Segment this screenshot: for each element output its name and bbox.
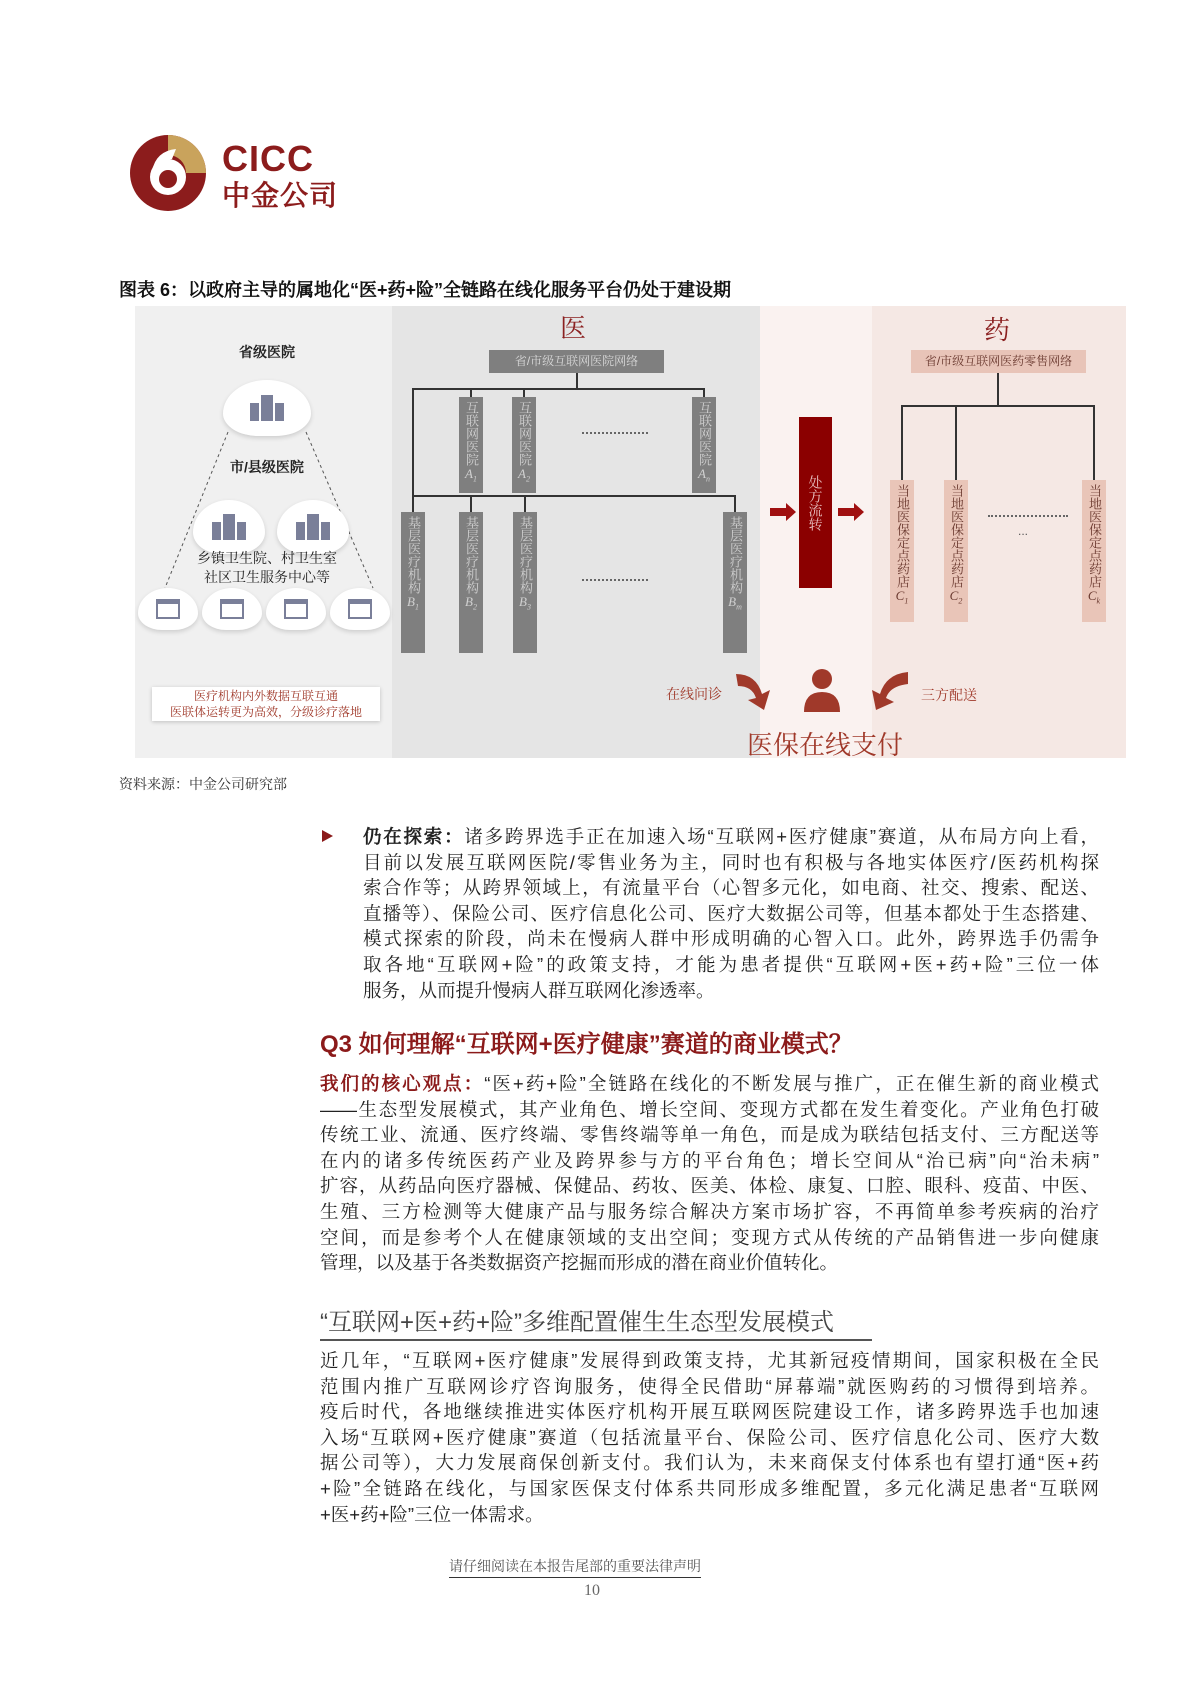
logo-brand: CICC — [222, 138, 314, 179]
line-text: 空间，而是参考个人在健康领域的支出空间；变现方式从传统的产品销售进一步向健康 — [320, 1226, 1099, 1248]
column-index — [465, 594, 477, 616]
line-text: 据公司等），大力发展商保创新支付。我们认为，未来商保支付体系也有望打通“医+药 — [320, 1452, 1099, 1474]
cicc-logo-icon — [128, 133, 208, 213]
index-sub: k — [1096, 596, 1101, 606]
text-line — [320, 1250, 1099, 1276]
index-letter: B — [519, 594, 527, 609]
curved-arrow-icon — [866, 668, 910, 712]
index-sub: 1 — [472, 474, 477, 484]
township-label-2: 社区卫生服务中心等 — [204, 569, 330, 585]
cloud-clinic-2 — [202, 588, 262, 630]
column-index — [896, 588, 909, 610]
person-icon — [804, 668, 840, 712]
yi-header: 医 — [559, 313, 586, 343]
column-label: 互联网医院 — [517, 401, 532, 466]
lead-text: 仍在探索： — [363, 826, 465, 847]
text-line — [363, 850, 1099, 876]
line-text: 直播等）、保险公司、医疗信息化公司、医疗大数据公司等，但基本都处于生态搭建、 — [363, 902, 1099, 924]
line-text: 范围内推广互联网诊疗咨询服务，使得全民借助“屏幕端”就医购药的习惯得到培养。 — [320, 1375, 1099, 1397]
text-line — [320, 1148, 1099, 1174]
line-text: 扩容，从药品向医疗器械、保健品、药妆、医美、体检、康复、口腔、眼科、疫苗、中医、 — [320, 1175, 1099, 1197]
bullet-paragraph — [363, 824, 1099, 1003]
index-letter: C — [895, 588, 905, 603]
index-sub: 1 — [904, 596, 909, 606]
note-line-2: 医联体运转更为高效，分级诊疗落地 — [169, 705, 362, 719]
pharmacy-column — [944, 480, 968, 622]
ellipsis-dots — [582, 432, 648, 434]
line-text: 目前以发展互联网医院/零售业务为主，同时也有积极与各地实体医疗/医药机构探 — [363, 851, 1099, 873]
q3-heading: Q3 如何理解“互联网+医疗健康”赛道的商业模式？ — [320, 1031, 853, 1058]
pharmacy-column — [890, 480, 914, 622]
index-letter: A — [465, 466, 473, 481]
text-line — [320, 1348, 1099, 1374]
line-text: 传统工业、流通、医疗终端、零售终端等单一角色，而是成为联结包括支付、三方配送等 — [320, 1124, 1099, 1146]
text-line — [320, 1374, 1099, 1400]
line-text: 近几年，“互联网+医疗健康”发展得到政策支持，尤其新冠疫情期间，国家积极在全民 — [320, 1350, 1099, 1371]
line-text: +医+药+险”三位一体需求。 — [320, 1503, 544, 1525]
ellipsis-dots — [988, 515, 1068, 517]
pharmacy-network-box: 省/市级互联网医药零售网络 — [911, 350, 1086, 373]
primary-institution-column — [513, 512, 537, 653]
text-line — [320, 1399, 1099, 1425]
internet-hospital-column — [692, 397, 716, 493]
line-text: 模式探索的阶段，尚未在慢病人群中形成明确的心智入口。此外，跨界选手仍需争 — [363, 928, 1099, 950]
primary-institution-column — [723, 512, 747, 653]
column-index — [1088, 588, 1100, 610]
main-paragraph — [320, 1348, 1099, 1527]
bullet-arrow-icon — [322, 830, 333, 842]
column-index — [465, 466, 477, 488]
note-line-1: 医疗机构内外数据互联互通 — [193, 689, 338, 703]
clinic-icon — [284, 599, 308, 619]
text-line — [363, 978, 1099, 1004]
yao-header: 药 — [983, 315, 1010, 345]
column-label: 当地医保定点药店 — [895, 484, 910, 588]
clinic-icon — [348, 599, 372, 619]
online-consult-label: 在线问诊 — [666, 686, 722, 702]
column-index — [519, 594, 531, 616]
line-text: 在内的诸多传统医药产业及跨界参与方的平台角色；增长空间从“治已病”向“治未病” — [320, 1149, 1099, 1171]
internet-hospital-column — [459, 397, 483, 493]
column-index — [728, 594, 742, 616]
column-index — [698, 466, 710, 488]
line-text: 诸多跨界选手正在加速入场“互联网+医疗健康”赛道，从布局方向上看， — [464, 826, 1099, 847]
city-hospital-label: 市/县级医院 — [230, 459, 304, 475]
line-text: 索合作等；从跨界领域上，有流量平台（心智多元化，如电商、社交、搜索、配送、 — [363, 877, 1099, 899]
text-line — [320, 1425, 1099, 1451]
line-text: 取各地“互联网+险”的政策支持，才能为患者提供“互联网+医+药+险”三位一体 — [363, 953, 1099, 975]
line-text: “医+药+险”全链路在线化的不断发展与推广，正在催生新的商业模式 — [484, 1073, 1099, 1094]
column-label: 当地医保定点药店 — [949, 484, 964, 588]
text-line — [363, 901, 1099, 927]
hospital-icon — [296, 514, 330, 540]
text-line — [320, 1450, 1099, 1476]
text-line — [363, 952, 1099, 978]
internet-hospital-column — [512, 397, 536, 493]
logo-brand-cn: 中金公司 — [222, 180, 339, 211]
index-sub: n — [705, 474, 710, 484]
index-sub: 2 — [958, 596, 963, 606]
source-note: 资料来源：中金公司研究部 — [119, 776, 287, 792]
column-index — [518, 466, 530, 488]
index-letter: B — [465, 594, 473, 609]
text-line — [363, 926, 1099, 952]
column-index — [950, 588, 963, 610]
line-text: 管理，以及基于各类数据资产挖掘而形成的潜在商业价值转化。 — [320, 1252, 839, 1274]
primary-institution-column — [459, 512, 483, 653]
column-label: 互联网医院 — [464, 401, 479, 466]
line-text: ——生态型发展模式，其产业角色、增长空间、变现方式都在发生着变化。产业角色打破 — [320, 1098, 1099, 1120]
curved-arrow-icon — [734, 668, 774, 712]
index-letter: A — [698, 466, 706, 481]
column-label: 基层医疗机构 — [464, 516, 479, 594]
cloud-clinic-1 — [138, 588, 198, 630]
cloud-clinic-4 — [330, 588, 390, 630]
column-label: 当地医保定点药店 — [1087, 484, 1102, 588]
text-line — [363, 824, 1099, 850]
index-letter: C — [1087, 588, 1097, 603]
column-label: 基层医疗机构 — [518, 516, 533, 594]
text-line — [363, 875, 1099, 901]
index-letter: C — [949, 588, 959, 603]
text-line — [320, 1225, 1099, 1251]
text-line — [320, 1122, 1099, 1148]
index-sub: 2 — [472, 602, 477, 612]
prescription-flow-box: 处方流转 — [799, 417, 832, 588]
column-label: 基层医疗机构 — [728, 516, 743, 594]
index-sub: m — [736, 602, 742, 612]
hospital-icon — [212, 514, 246, 540]
primary-institution-column — [401, 512, 425, 653]
line-text: 生殖、三方检测等大健康产品与服务综合解决方案市场扩容，不再简单参考疾病的治疗 — [320, 1200, 1099, 1222]
ellipsis-dots — [582, 579, 648, 581]
payment-label: 医保在线支付 — [747, 730, 904, 760]
clinic-icon — [156, 599, 180, 619]
line-text: 服务，从而提升慢病人群互联网化渗透率。 — [363, 979, 715, 1001]
pharmacy-column — [1082, 480, 1106, 622]
subheading: “互联网+医+药+险”多维配置催生生态型发展模式 — [320, 1302, 872, 1341]
text-line — [320, 1071, 1099, 1097]
hospital-icon — [250, 395, 284, 421]
delivery-label: 三方配送 — [921, 687, 977, 703]
column-label: 互联网医院 — [697, 401, 712, 466]
text-line — [320, 1097, 1099, 1123]
index-letter: B — [407, 594, 415, 609]
line-text: 疫后时代，各地继续推进实体医疗机构开展互联网医院建设工作，诸多跨界选手也加速 — [320, 1401, 1099, 1423]
text-line — [320, 1476, 1099, 1502]
note-box — [152, 687, 380, 721]
core-view-paragraph — [320, 1071, 1099, 1276]
text-line — [320, 1199, 1099, 1225]
hospital-network-box: 省/市级互联网医院网络 — [489, 350, 664, 373]
cloud-clinic-3 — [266, 588, 326, 630]
legal-disclaimer-link[interactable]: 请仔细阅读在本报告尾部的重要法律声明 — [449, 1556, 701, 1578]
text-line — [320, 1173, 1099, 1199]
figure-title: 图表 6：以政府主导的属地化“医+药+险”全链路在线化服务平台仍处于建设期 — [119, 280, 732, 300]
clinic-icon — [220, 599, 244, 619]
lead-text: 我们的核心观点： — [320, 1073, 485, 1094]
column-index — [407, 594, 419, 616]
line-text: 入场“互联网+医疗健康”赛道（包括流量平台、保险公司、医疗信息化公司、医疗大数 — [320, 1426, 1099, 1448]
text-line — [320, 1502, 1099, 1528]
index-letter: A — [518, 466, 526, 481]
line-text: +险”全链路在线化，与国家医保支付体系共同形成多维配置，多元化满足患者“互联网 — [320, 1477, 1099, 1499]
page-number: 10 — [584, 1582, 600, 1599]
pharmacy-ellipsis: ... — [1018, 524, 1029, 538]
index-sub: 3 — [526, 602, 531, 612]
township-label-1: 乡镇卫生院、村卫生室 — [197, 550, 337, 566]
index-sub: 2 — [525, 474, 530, 484]
index-letter: B — [728, 594, 737, 609]
provincial-hospital-label: 省级医院 — [239, 344, 295, 360]
column-label: 基层医疗机构 — [406, 516, 421, 594]
index-sub: 1 — [414, 602, 419, 612]
